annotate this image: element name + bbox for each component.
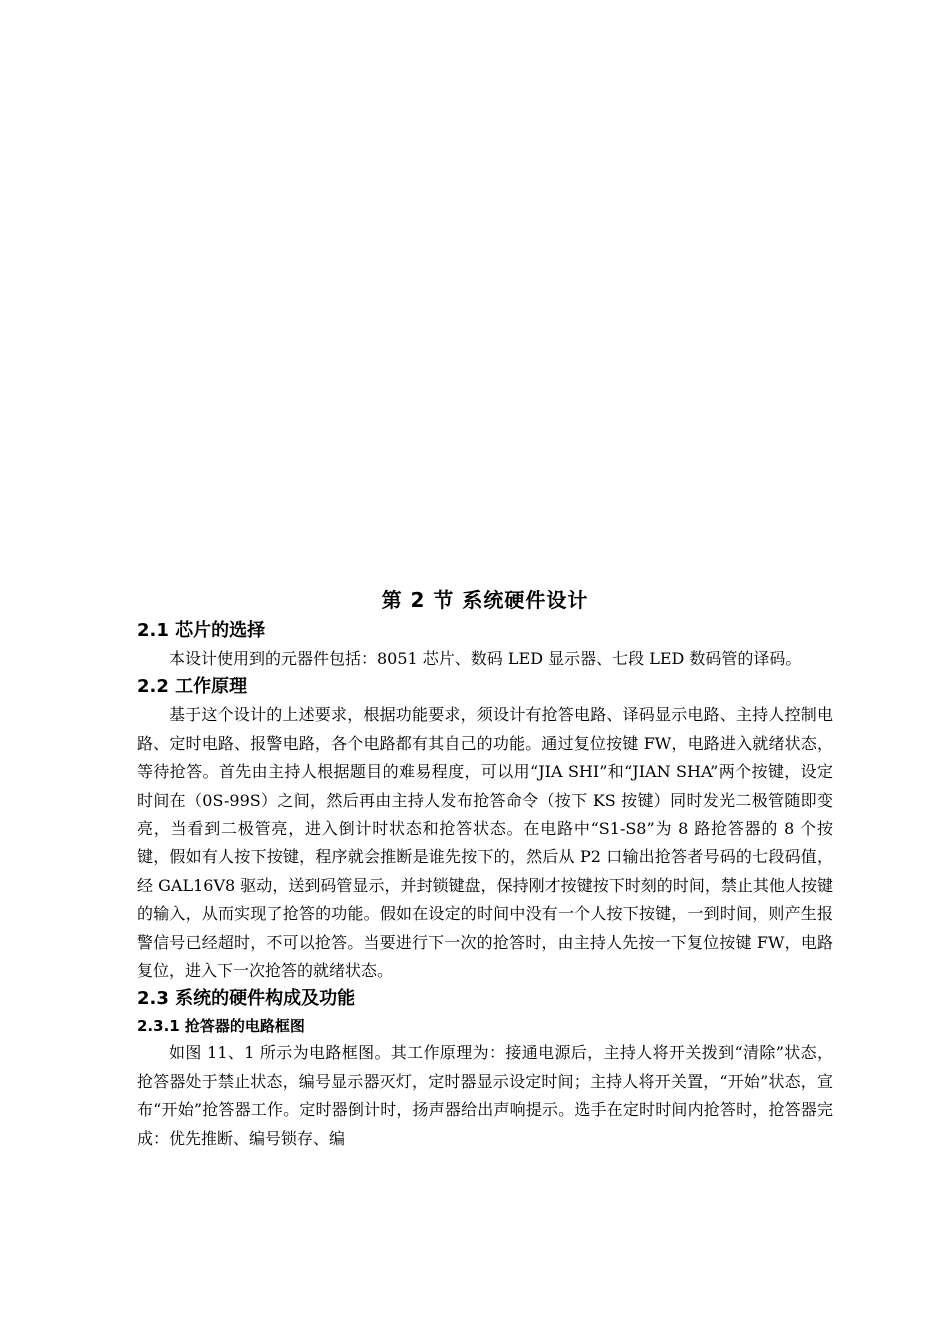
section-heading-2-3: 2.3 系统的硬件构成及功能 — [137, 988, 356, 1010]
section-paragraph-2-1: 本设计使用到的元器件包括：8051 芯片、数码 LED 显示器、七段 LED 数码管的译码。 — [169, 649, 802, 668]
document-page — [137, 585, 833, 1153]
chapter-title: 第 2 节 系统硬件设计 — [381, 588, 589, 612]
section-heading-2-2: 2.2 工作原理 — [137, 676, 248, 698]
section-heading-2-1: 2.1 芯片的选择 — [137, 620, 266, 641]
subsection-heading-2-3-1: 2.3.1 抢答器的电路框图 — [137, 1017, 305, 1036]
section-paragraph-2-2: 基于这个设计的上述要求，根据功能要求，须设计有抢答电路、译码显示电路、主持人控制电路、定时电路、报警电路，各个电路都有其自己的功能。通过复位按键 FW，电路进入就绪状态，等待抢答。首先由主持人根据题目的难易程度，可以用“JIA SHI”和“JIAN SHA”两个按键，设定时间在（0S-99S）之间，然后再由主持人发布抢答命令（按下 KS 按键）同时发光二极管随即变亮，当看到二极管亮，进入倒计时状态和抢答状态。在电路中“S1-S8”为 8 路抢答器的 8 个按键，假如有人按下按键，程序就会推断是谁先按下的，然后从 P2 口输出抢答者号码的七段码值，经 GAL16V8 驱动，送到码管显示，并封锁键盘，保持刚才按键按下时刻的时间，禁止其他人按键的输入，从而实现了抢答的功能。假如在设定的时间中没有一个人按下按键，一到时间，则产生报警信号已经超时，不可以抢答。当要进行下一次的抢答时，由主持人先按一下复位按键 FW，电路复位，进入下一次抢答的就绪状态。 — [137, 705, 833, 981]
subsection-paragraph-2-3-1: 如图 11、1 所示为电路框图。其工作原理为：接通电源后，主持人将开关拨到“清除”状态，抢答器处于禁止状态，编号显示器灭灯，定时器显示设定时间；主持人将开关置，“开始”状态，宣布“开始”抢答器工作。定时器倒计时，扬声器给出声响提示。选手在定时时间内抢答时，抢答器完成：优先推断、编号锁存、编 — [137, 1043, 833, 1148]
